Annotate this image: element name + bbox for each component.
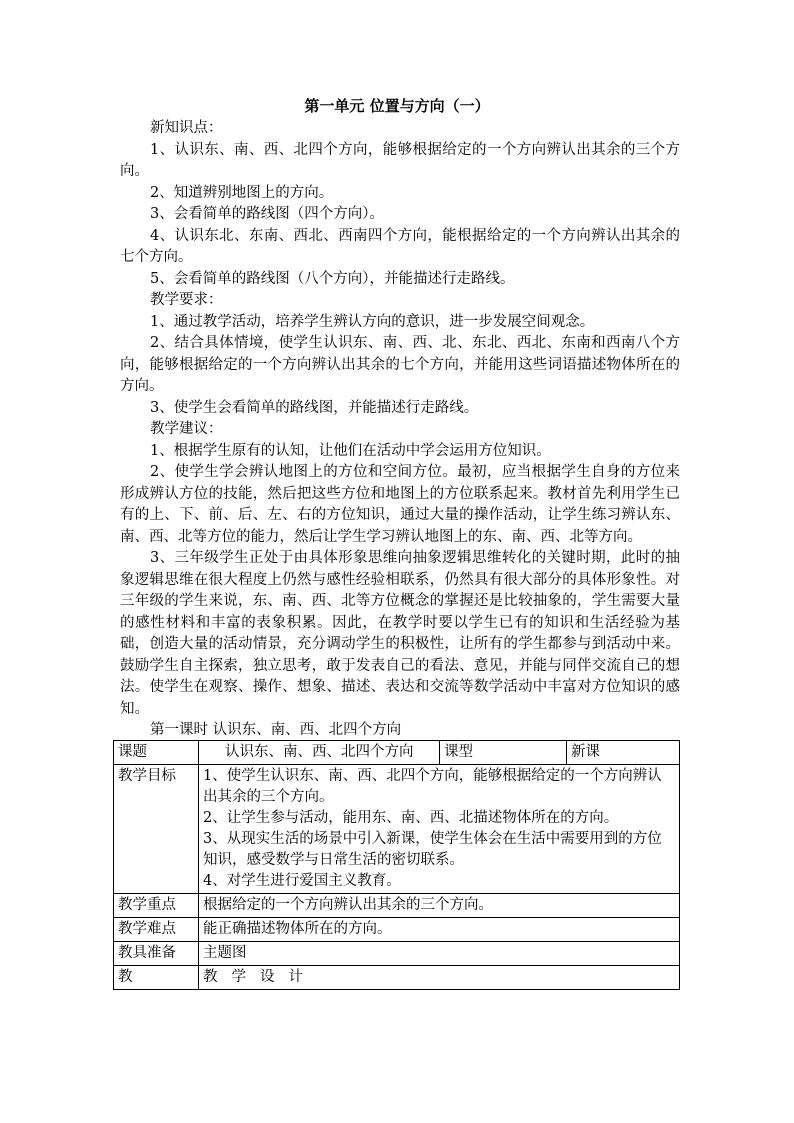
goal-item: 4、对学生进行爱国主义教育。 [203,873,401,889]
goal-item: 3、从现实生活的场景中引入新课，使学生体会在生活中需要用到的方位知识，感受数学与日常生活的密切联系。 [203,831,662,868]
design-value: 教学设计 [199,966,680,990]
topic-label: 课题 [114,741,199,765]
page-title: 第一单元 位置与方向（一） [304,97,490,115]
tools-label: 教具准备 [114,942,199,966]
table-row [114,741,680,765]
paragraph: 3、三年级学生正处于由具体形象思维向抽象逻辑思维转化的关键时期，此时的抽象逻辑思维在很大程度上仍然与感性经验相联系，仍然具有很大部分的具体形象性。对三年级的学生来说，东、南、西、北等方位概念的掌握还是比较抽象的，学生需要大量的感性材料和丰富的表象积累。因此，在教学时要以学生已有的知识和生活经验为基础，创造大量的活动情景，充分调动学生的积极性，让所有的学生都参与到活动中来。鼓励学生自主探索，独立思考，敢于发表自己的看法、意见，并能与同伴交流自己的想法。使学生在观察、操作、想象、描述、表达和交流等数学活动中丰富对方位知识的感知。 [120,550,680,717]
table-row [114,966,680,990]
paragraph: 2、结合具体情境，使学生认识东、南、西、北、东北、西北、东南和西南八个方向，能够根据给定的一个方向辨认出其余的七个方向，并能用这些词语描述物体所在的方向。 [120,335,680,394]
goals-label: 教学目标 [114,765,199,894]
goals-cell [199,765,680,894]
difficulty-label: 教学难点 [114,918,199,942]
table-row [114,942,680,966]
table-row [114,918,680,942]
paragraph: 2、知道辨别地图上的方向。 [150,184,334,201]
type-label: 课型 [440,741,567,765]
paragraph: 3、使学生会看简单的路线图，并能描述行走路线。 [150,399,479,416]
type-value: 新课 [567,741,680,765]
difficulty-value: 能正确描述物体所在的方向。 [199,918,680,942]
goal-item: 2、让学生参与活动，能用东、南、西、北描述物体所在的方向。 [203,810,619,826]
key-value: 根据给定的一个方向辨认出其余的三个方向。 [199,894,680,918]
topic-value: 认识东、南、西、北四个方向 [199,741,440,765]
tools-value: 主题图 [199,942,680,966]
design-label: 教 [114,966,199,990]
paragraph: 4、认识东北、东南、西北、西南四个方向，能根据给定的一个方向辨认出其余的七个方向。 [120,227,680,265]
paragraph: 教学要求： [150,292,223,308]
lesson-plan-table [113,740,680,990]
paragraph: 教学建议： [150,421,223,437]
paragraph: 1、通过教学活动，培养学生辨认方向的意识，进一步发展空间观念。 [150,313,595,330]
lesson-title: 第一课时 认识东、南、西、北四个方向 [150,722,402,738]
paragraph: 1、根据学生原有的认知，让他们在活动中学会运用方位知识。 [150,442,551,459]
key-label: 教学重点 [114,894,199,918]
paragraph: 1、认识东、南、西、北四个方向，能够根据给定的一个方向辨认出其余的三个方向。 [120,141,680,179]
paragraph: 3、会看简单的路线图（四个方向）。 [150,206,384,222]
goal-item: 1、使学生认识东、南、西、北四个方向，能够根据给定的一个方向辨认出其余的三个方向。 [203,768,662,805]
body-text [120,118,680,742]
paragraph: 2、使学生学会辨认地图上的方位和空间方位。最初，应当根据学生自身的方位来形成辨认方位的技能，然后把这些方位和地图上的方位联系起来。教材首先利用学生已有的上、下、前、后、左、右的方位知识，通过大量的操作活动，让学生练习辨认东、南、西、北等方位的能力，然后让学生学习辨认地图上的东、南、西、北等方向。 [120,464,680,545]
paragraph: 5、会看简单的路线图（八个方向），并能描述行走路线。 [150,270,515,287]
table-row [114,765,680,894]
table-row [114,894,680,918]
paragraph: 新知识点： [150,120,223,136]
